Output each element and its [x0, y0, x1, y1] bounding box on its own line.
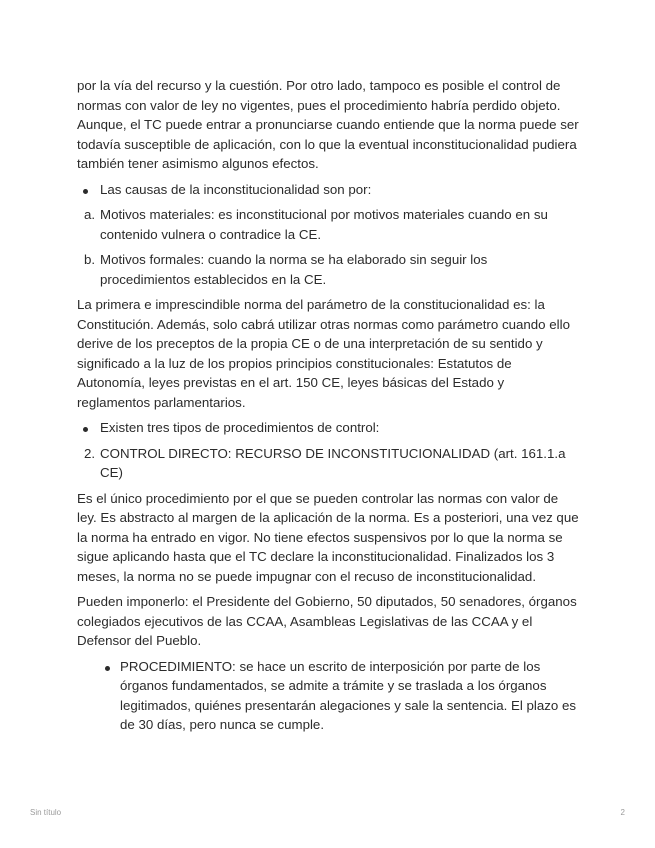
list-marker: b. [84, 252, 96, 267]
paragraph: Es el único procedimiento por el que se pueden controlar las normas con valor de ley. Es abstracto al margen de la aplicación de la norma. Es a posteriori, una vez que la norma ha entrado en vigor. No tiene efectos suspensivos por lo que la norma se sigue aplicando hasta que el TC declare la inconstitucionalidad. Finalizados los 3 meses, la norma no se puede impugnar con el recuso de inconstitucionalidad. [77, 490, 579, 584]
bullet-item [77, 657, 579, 735]
bullet-text: Existen tres tipos de procedimientos de control: [100, 420, 380, 435]
lettered-item [77, 250, 579, 289]
bullet-marker [83, 418, 88, 438]
bullet-text: Las causas de la inconstitucionalidad son por: [100, 181, 372, 197]
bullet-text: PROCEDIMIENTO: se hace un escrito de interposición por parte de los órganos fundamentados, se admite a trámite y se traslada a los órganos legitimados, quiénes presentarán alegaciones y sale la sentencia. El plazo es de 30 días, pero nunca se cumple. [120, 658, 577, 732]
numbered-item [77, 444, 579, 483]
lettered-item [77, 205, 579, 244]
list-marker: a. [84, 207, 96, 222]
document-page [77, 76, 579, 741]
list-text: Motivos formales: cuando la norma se ha elaborado sin seguir los procedimientos establecidos en la CE. [100, 252, 488, 287]
list-marker: 2. [84, 445, 96, 461]
footer-title: Sin título [30, 808, 62, 817]
paragraph: La primera e imprescindible norma del parámetro de la constitucionalidad es: la Constitución. Además, solo cabrá utilizar otras normas como parámetro cuando ello derive de los preceptos de la propia CE o de una interpretación de su sentido y significado a la luz de los propios principios constitucionales: Estatutos de Autonomía, leyes previstas en el art. 150 CE, leyes básicas del Estado y reglamentos parlamentarios. [77, 297, 570, 410]
bullet-item [77, 418, 579, 438]
list-text: Motivos materiales: es inconstitucional por motivos materiales cuando en su contenido vulnera o contradice la CE. [100, 207, 548, 242]
bullet-marker [105, 657, 110, 677]
paragraph: por la vía del recurso y la cuestión. Por otro lado, tampoco es posible el control de normas con valor de ley no vigentes, pues el procedimiento habría perdido objeto. Aunque, el TC puede entrar a pronunciarse cuando entiende que la norma puede ser todavía susceptible de aplicación, con lo que la eventual inconstitucionalidad pudiera también tener asimismo algunos efectos. [77, 78, 579, 171]
bullet-item [77, 180, 579, 200]
list-text: CONTROL DIRECTO: RECURSO DE INCONSTITUCIONALIDAD (art. 161.1.a CE) [100, 445, 566, 480]
paragraph: Pueden imponerlo: el Presidente del Gobierno, 50 diputados, 50 senadores, órganos colegiados ejecutivos de las CCAA, Asambleas Legislativas de las CCAA y el Defensor del Pueblo. [77, 594, 577, 648]
bullet-marker [83, 180, 88, 200]
page-number: 2 [620, 808, 625, 817]
